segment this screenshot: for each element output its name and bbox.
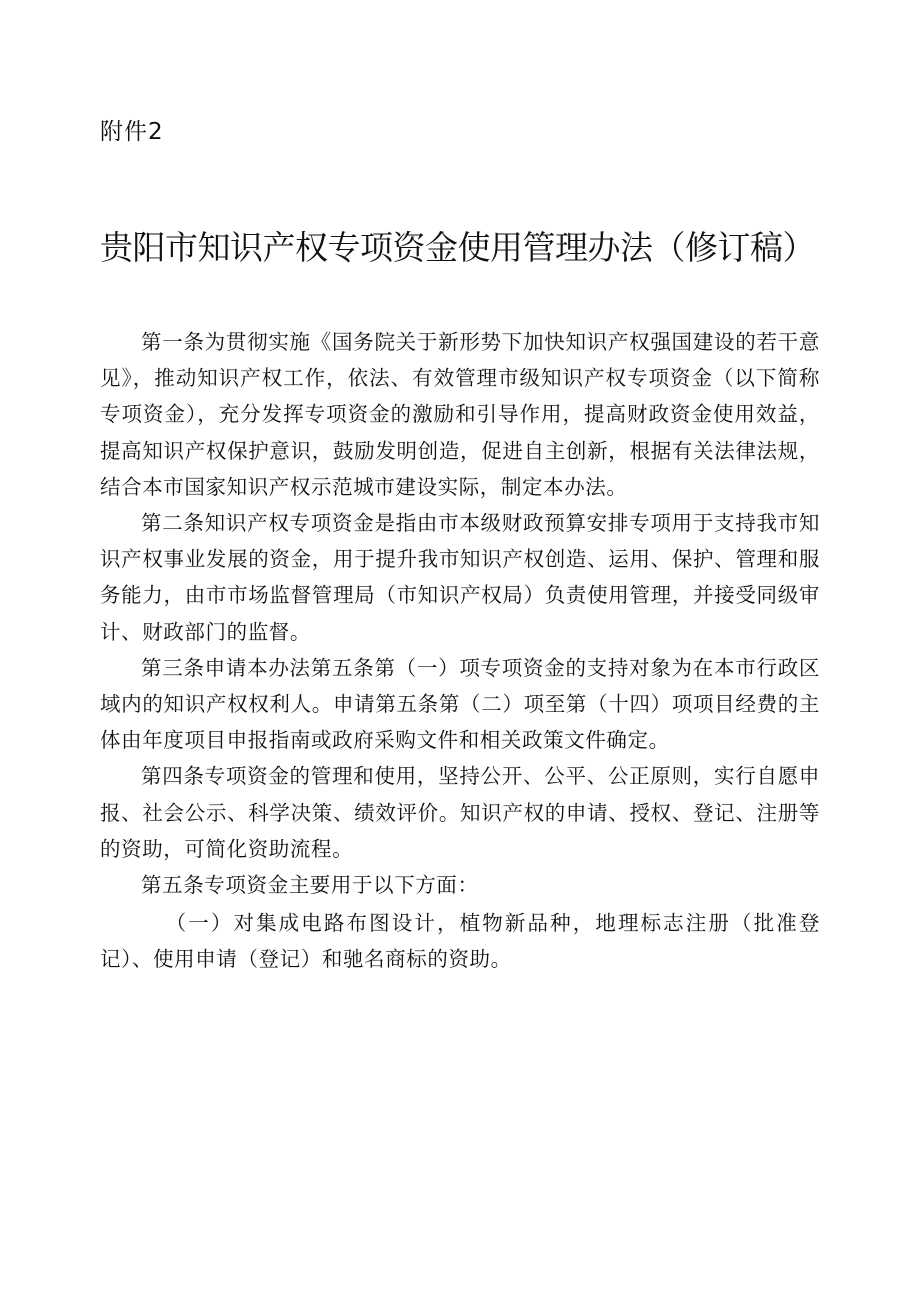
article-4-paragraph: 第四条专项资金的管理和使用，坚持公开、公平、公正原则，实行自愿申报、社会公示、科学决策、绩效评价。知识产权的申请、授权、登记、注册等的资助，可简化资助流程。 bbox=[100, 764, 820, 861]
article-3-paragraph: 第三条申请本办法第五条第（一）项专项资金的支持对象为在本市行政区域内的知识产权权利人。申请第五条第（二）项至第（十四）项项目经费的主体由年度项目申报指南或政府采购文件和相关政策文件确定。 bbox=[100, 655, 820, 753]
article-5-paragraph: 第五条专项资金主要用于以下方面： bbox=[141, 873, 479, 898]
article-5-item-1: （一）对集成电路布图设计，植物新品种，地理标志注册（批准登记）、使用申请（登记）和驰名商标的资助。 bbox=[100, 911, 820, 972]
attachment-label: 附件2 bbox=[100, 119, 164, 145]
article-1-paragraph: 第一条为贯彻实施《国务院关于新形势下加快知识产权强国建设的若干意见》，推动知识产权工作，依法、有效管理市级知识产权专项资金（以下简称专项资金），充分发挥专项资金的激励和引导作用，提高财政资金使用效益，提高知识产权保护意识，鼓励发明创造，促进自主创新，根据有关法律法规，结合本市国家知识产权示范城市建设实际，制定本办法。 bbox=[100, 330, 820, 499]
article-2-paragraph: 第二条知识产权专项资金是指由市本级财政预算安排专项用于支持我市知识产权事业发展的资金，用于提升我市知识产权创造、运用、保护、管理和服务能力，由市市场监督管理局（市知识产权局）负责使用管理，并接受同级审计、财政部门的监督。 bbox=[100, 511, 820, 644]
document-title: 贵阳市知识产权专项资金使用管理办法（修订稿） bbox=[100, 228, 815, 267]
document-body bbox=[100, 324, 820, 978]
